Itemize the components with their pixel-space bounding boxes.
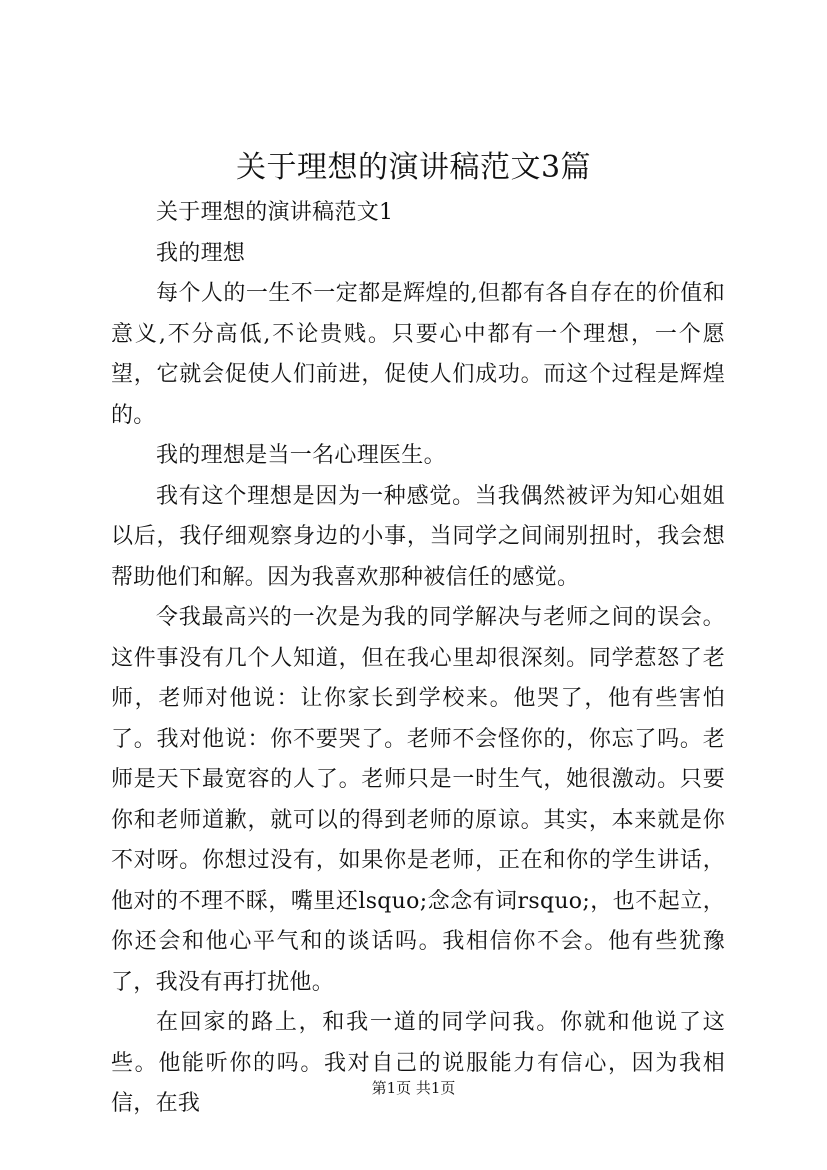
paragraph: 我有这个理想是因为一种感觉。当我偶然被评为知心姐姐以后，我仔细观察身边的小事，当同学之间闹别扭时，我会想帮助他们和解。因为我喜欢那种被信任的感觉。 bbox=[111, 483, 725, 590]
page-title: 关于理想的演讲稿范文3篇 bbox=[235, 150, 592, 185]
paragraph: 在回家的路上，和我一道的同学问我。你就和他说了这些。他能听你的吗。我对自己的说服能力有信心，因为我相信，在我 bbox=[111, 1010, 725, 1116]
paragraph: 我的理想是当一名心理医生。 bbox=[156, 443, 446, 468]
document-body bbox=[111, 193, 725, 1125]
section-heading: 我的理想 bbox=[156, 240, 246, 266]
subtitle: 关于理想的演讲稿范文1 bbox=[156, 200, 394, 225]
page-footer: 第1页 共1页 bbox=[371, 1079, 456, 1097]
paragraph: 每个人的一生不一定都是辉煌的,但都有各自存在的价值和意义,不分高低,不论贵贱。只要心中都有一个理想，一个愿望，它就会促使人们前进，促使人们成功。而这个过程是辉煌的。 bbox=[111, 281, 725, 428]
paragraph: 令我最高兴的一次是为我的同学解决与老师之间的误会。这件事没有几个人知道，但在我心里却很深刻。同学惹怒了老师，老师对他说：让你家长到学校来。他哭了，他有些害怕了。我对他说：你不要哭了。老师不会怪你的，你忘了吗。老师是天下最宽容的人了。老师只是一时生气，她很激动。只要你和老师道歉，就可以的得到老师的原谅。其实，本来就是你不对呀。你想过没有，如果你是老师，正在和你的学生讲话，他对的不理不睬，嘴里还lsquo;念念有词rsquo;，也不起立，你还会和他心平气和的谈话吗。我相信你不会。他有些犹豫了，我没有再打扰他。 bbox=[111, 605, 725, 995]
